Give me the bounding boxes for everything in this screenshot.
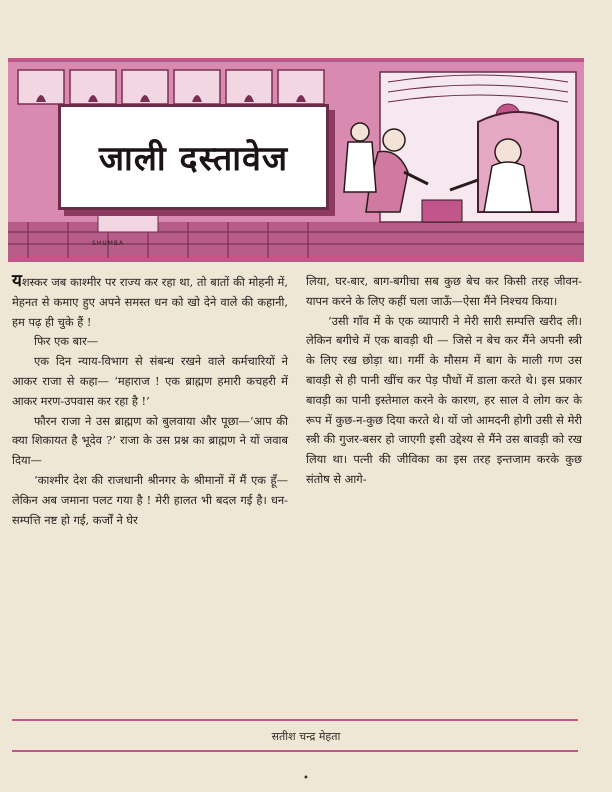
footer-rule-top: [12, 719, 578, 721]
paragraph: ‘काश्मीर देश की राजधानी श्रीनगर के श्रीमानों में मैं एक हूँ—लेकिन अब जमाना पलट गया है ! मेरी हालत भी बदल गई है। धन-सम्पत्ति नष्ट हो गई, कर्जों ने घेर: [12, 472, 288, 527]
right-column: [306, 272, 582, 490]
paragraph: फौरन राजा ने उस ब्राह्मण को बुलवाया और पूछा—‘आप की क्या शिकायत है भूदेव ?’ राजा के उस प्रश्न का ब्राह्मण ने यों जवाब दिया—: [12, 413, 288, 468]
paragraph: ‘उसी गाँव में के एक व्यापारी ने मेरी सारी सम्पत्ति खरीद ली। लेकिन बगीचे में एक बावड़ी थी — जिसे न बेच कर मैंने अपनी स्त्री के लिए रख छोड़ा था। गर्मी के मौसम में बाग के माली गण उस बावड़ी से ही पानी खींच कर पेड़ पौधों में डाला करते थे। इस प्रकार बावड़ी का पानी इस्तेमाल करने के कारण, हर साल वे लोग कर के रूप में कुछ-न-कुछ दिया करते थे। यों जो आमदनी होगी उसी से मेरी स्त्री की गुजर-बसर हो जाएगी इसी उद्देश्य से मैंने उस बावड़ी को रख लिया था। पत्नी की जीविका का इस तरह इन्तजाम करके कुछ संतोष से आगे-: [306, 313, 582, 486]
footer-rule-bottom: [12, 750, 578, 752]
paragraph: एक दिन न्याय-विभाग से संबन्ध रखने वाले कर्मचारियों ने आकर राजा से कहा— ‘महाराज ! एक ब्राह्मण हमारी कचहरी में आकर मरण-उपवास कर रहा है !’: [12, 354, 288, 408]
paragraph: लिया, घर-बार, बाग-बगीचा सब कुछ बेच कर किसी तरह जीवन-यापन करने के लिए कहीं चला जाऊँ—ऐसा मैंने निश्चय किया।: [306, 274, 582, 308]
story-body: [12, 271, 582, 716]
story-banner-illustration: [8, 58, 584, 262]
title-box: [58, 104, 329, 210]
left-column: [12, 272, 288, 530]
paragraph-text: शस्कर जब काश्मीर पर राज्य कर रहा था, तो बातों की मोहनी में, मेहनत से कमाए हुए अपने समस्त धन को खो देने वाले की कहानी, हम पढ़ ही चुके हैं !: [12, 275, 288, 329]
paragraph: फिर एक बार—: [34, 334, 99, 349]
paragraph: [12, 272, 288, 332]
author-name: सतीश चन्द्र मेहता: [271, 730, 341, 743]
drop-cap: य: [12, 271, 22, 291]
artist-signature: SHUMBA: [92, 240, 125, 247]
story-title: जाली दस्तावेज: [98, 139, 289, 179]
page-mark: •: [303, 773, 309, 784]
